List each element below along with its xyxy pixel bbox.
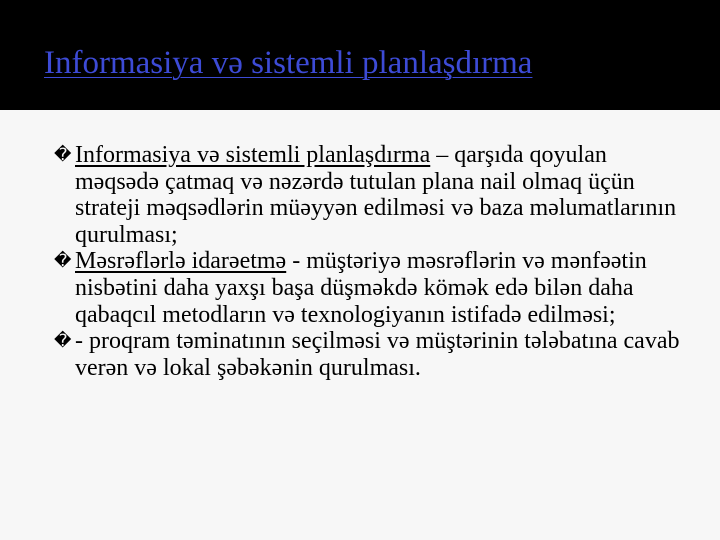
bullet-marker-icon: � [54,251,72,272]
slide-title: Informasiya və sistemli planlaşdırma [44,45,533,81]
bullet-lead: Informasiya və sistemli planlaşdırma [75,142,431,168]
bullet-text: - müştəriyə məsrəflərin və mənfəətin nisbətini daha yaxşı başa düşməkdə kömək edə bilən daha qabaqcıl metodların və texnologiyanın istifadə edilməsi; [75,248,647,328]
content-area [0,110,720,540]
bullet-text: – qarşıda qoyulan məqsədə çatmaq və nəzərdə tutulan plana nail olmaq üçün strateji məqsədlərin müəyyən edilməsi və baza məlumatlarının qurulması; [75,142,677,248]
bullet-lead: Məsrəflərlə idarəetmə [75,248,287,275]
bullet-text: - proqram təminatının seçilməsi və müştərinin tələbatına cavab verən və lokal şəbəkənin qurulması. [75,328,680,381]
bullet-marker-icon: � [54,145,72,165]
bullet-item-2 [0,248,720,328]
bullet-item-1 [0,142,720,248]
title-band [0,0,720,110]
bullet-marker-icon: � [54,331,72,352]
bullet-list [0,142,720,381]
bullet-item-3 [0,328,720,381]
